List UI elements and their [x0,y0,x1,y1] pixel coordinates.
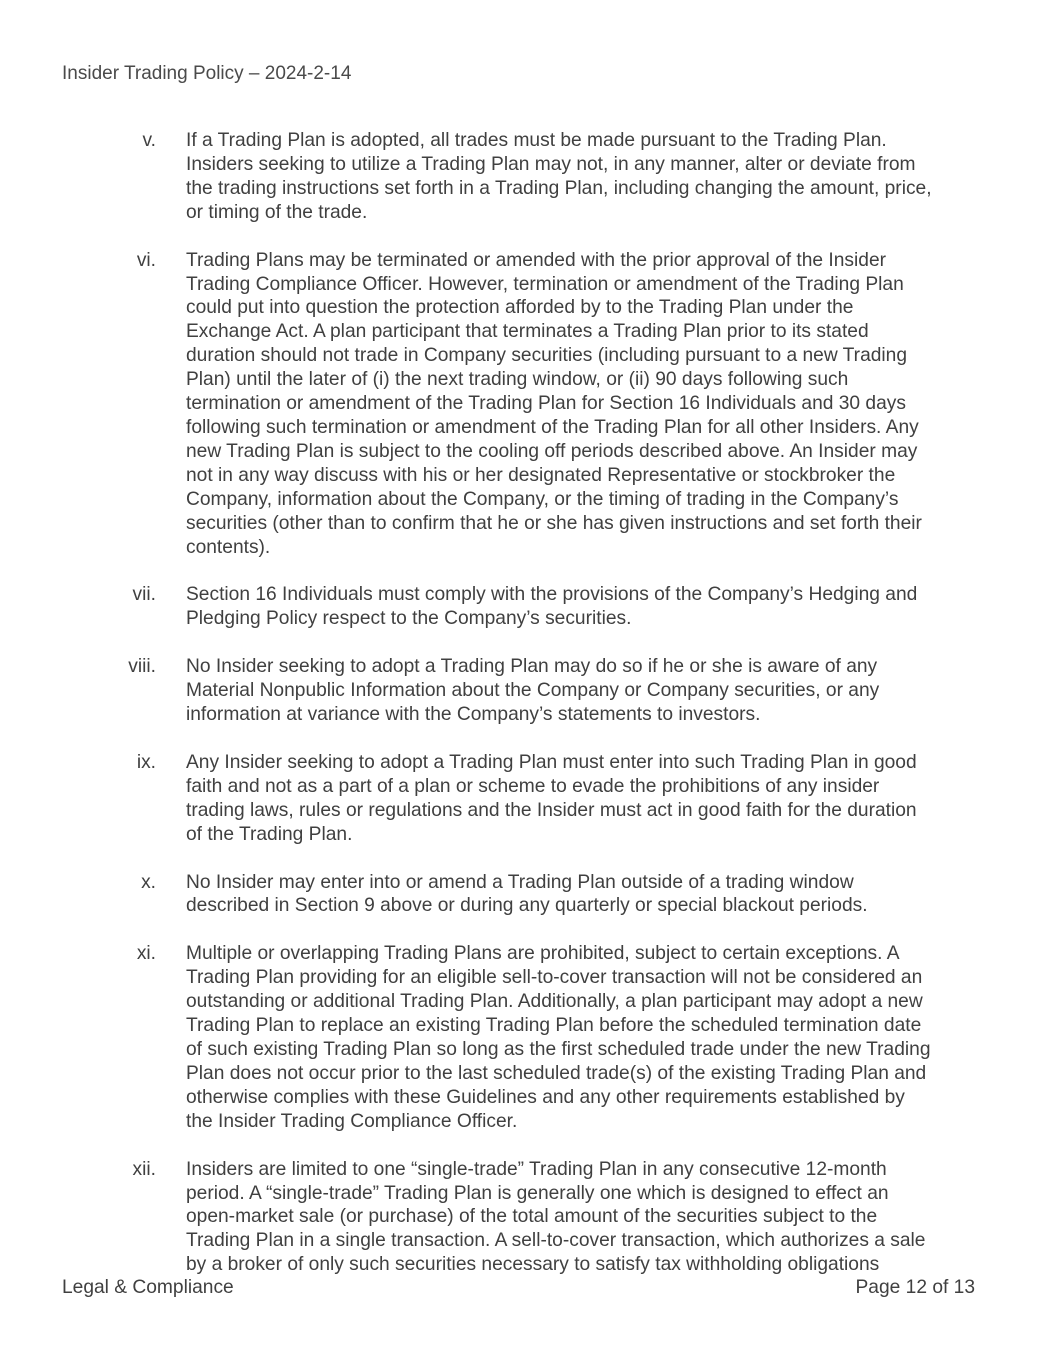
numbered-list [0,129,1055,1301]
list-item-viii [0,655,1055,727]
list-item-number: ix. [136,751,156,773]
list-item-text: Section 16 Individuals must comply with the provisions of the Company’s Hedging and Pledging Policy respect to the Company’s securities. [186,584,918,630]
list-item-text: If a Trading Plan is adopted, all trades must be made pursuant to the Trading Plan. Insiders seeking to utilize a Trading Plan may not, in any manner, alter or deviate from the trading instructions set forth in a Trading Plan, including changing the amount, price, or timing of the trade. [186,130,932,223]
list-item-ix [0,751,1055,847]
list-item-xii [0,1158,1055,1278]
list-item-number: vii. [132,584,156,606]
list-item-number: xi. [136,943,156,965]
list-item-vii [0,583,1055,631]
list-item-xi [0,942,1055,1133]
list-item-number: viii. [128,656,156,678]
list-item-text: No Insider may enter into or amend a Trading Plan outside of a trading window described in Section 9 above or during any quarterly or special blackout periods. [186,871,868,917]
footer-page-number: Page 12 of 13 [855,1277,975,1298]
list-item-vi [0,249,1055,560]
list-item-text: Insiders are limited to one “single-trade” Trading Plan in any consecutive 12-month period. A “single-trade” Trading Plan is generally one which is designed to effect an open-market sale (or purchase) of the total amount of the securities subject to the Trading Plan in a single transaction. A sell-to-cover transaction, which authorizes a sale by a broker of only such securities necessary to satisfy tax withholding obligations [186,1158,926,1276]
page-header-title: Insider Trading Policy – 2024-2-14 [62,63,352,84]
list-item-x [0,871,1055,919]
list-item-text: Trading Plans may be terminated or amended with the prior approval of the Insider Trading Compliance Officer. However, termination or amendment of the Trading Plan could put into question the protection afforded by to the Trading Plan under the Exchange Act. A plan participant that terminates a Trading Plan prior to its stated duration should not trade in Company securities (including pursuant to a new Trading Plan) until the later of (i) the next trading window, or (ii) 90 days following such termination or amendment of the Trading Plan for Section 16 Individuals and 30 days following such termination or amendment of the Trading Plan for all other Insiders. Any new Trading Plan is subject to the cooling off periods described above. An Insider may not in any way discuss with his or her designated Representative or stockbroker the Company, information about the Company, or the timing of trading in the Company’s securities (other than to confirm that he or she has given instructions and set forth their contents). [186,249,922,558]
list-item-text: Multiple or overlapping Trading Plans are prohibited, subject to certain exceptions. A Trading Plan providing for an eligible sell-to-cover transaction will not be considered an outstanding or additional Trading Plan. Additionally, a plan participant may adopt a new Trading Plan to replace an existing Trading Plan before the scheduled termination date of such existing Trading Plan so long as the first scheduled trade under the new Trading Plan does not occur prior to the last scheduled trade(s) of the existing Trading Plan and otherwise complies with these Guidelines and any other requirements established by the Insider Trading Compliance Officer. [186,943,931,1132]
list-item-text: Any Insider seeking to adopt a Trading Plan must enter into such Trading Plan in good faith and not as a part of a plan or scheme to evade the prohibitions of any insider trading laws, rules or regulations and the Insider must act in good faith for the duration of the Trading Plan. [186,751,917,845]
list-item-number: vi. [136,249,156,271]
list-item-text: No Insider seeking to adopt a Trading Plan may do so if he or she is aware of any Material Nonpublic Information about the Company or Company securities, or any information at variance with the Company’s statements to investors. [186,656,880,726]
list-item-v [0,129,1055,225]
list-item-number: xii. [132,1158,156,1180]
list-item-number: x. [141,871,156,893]
footer-department: Legal & Compliance [62,1277,234,1298]
list-item-number: v. [142,130,156,151]
